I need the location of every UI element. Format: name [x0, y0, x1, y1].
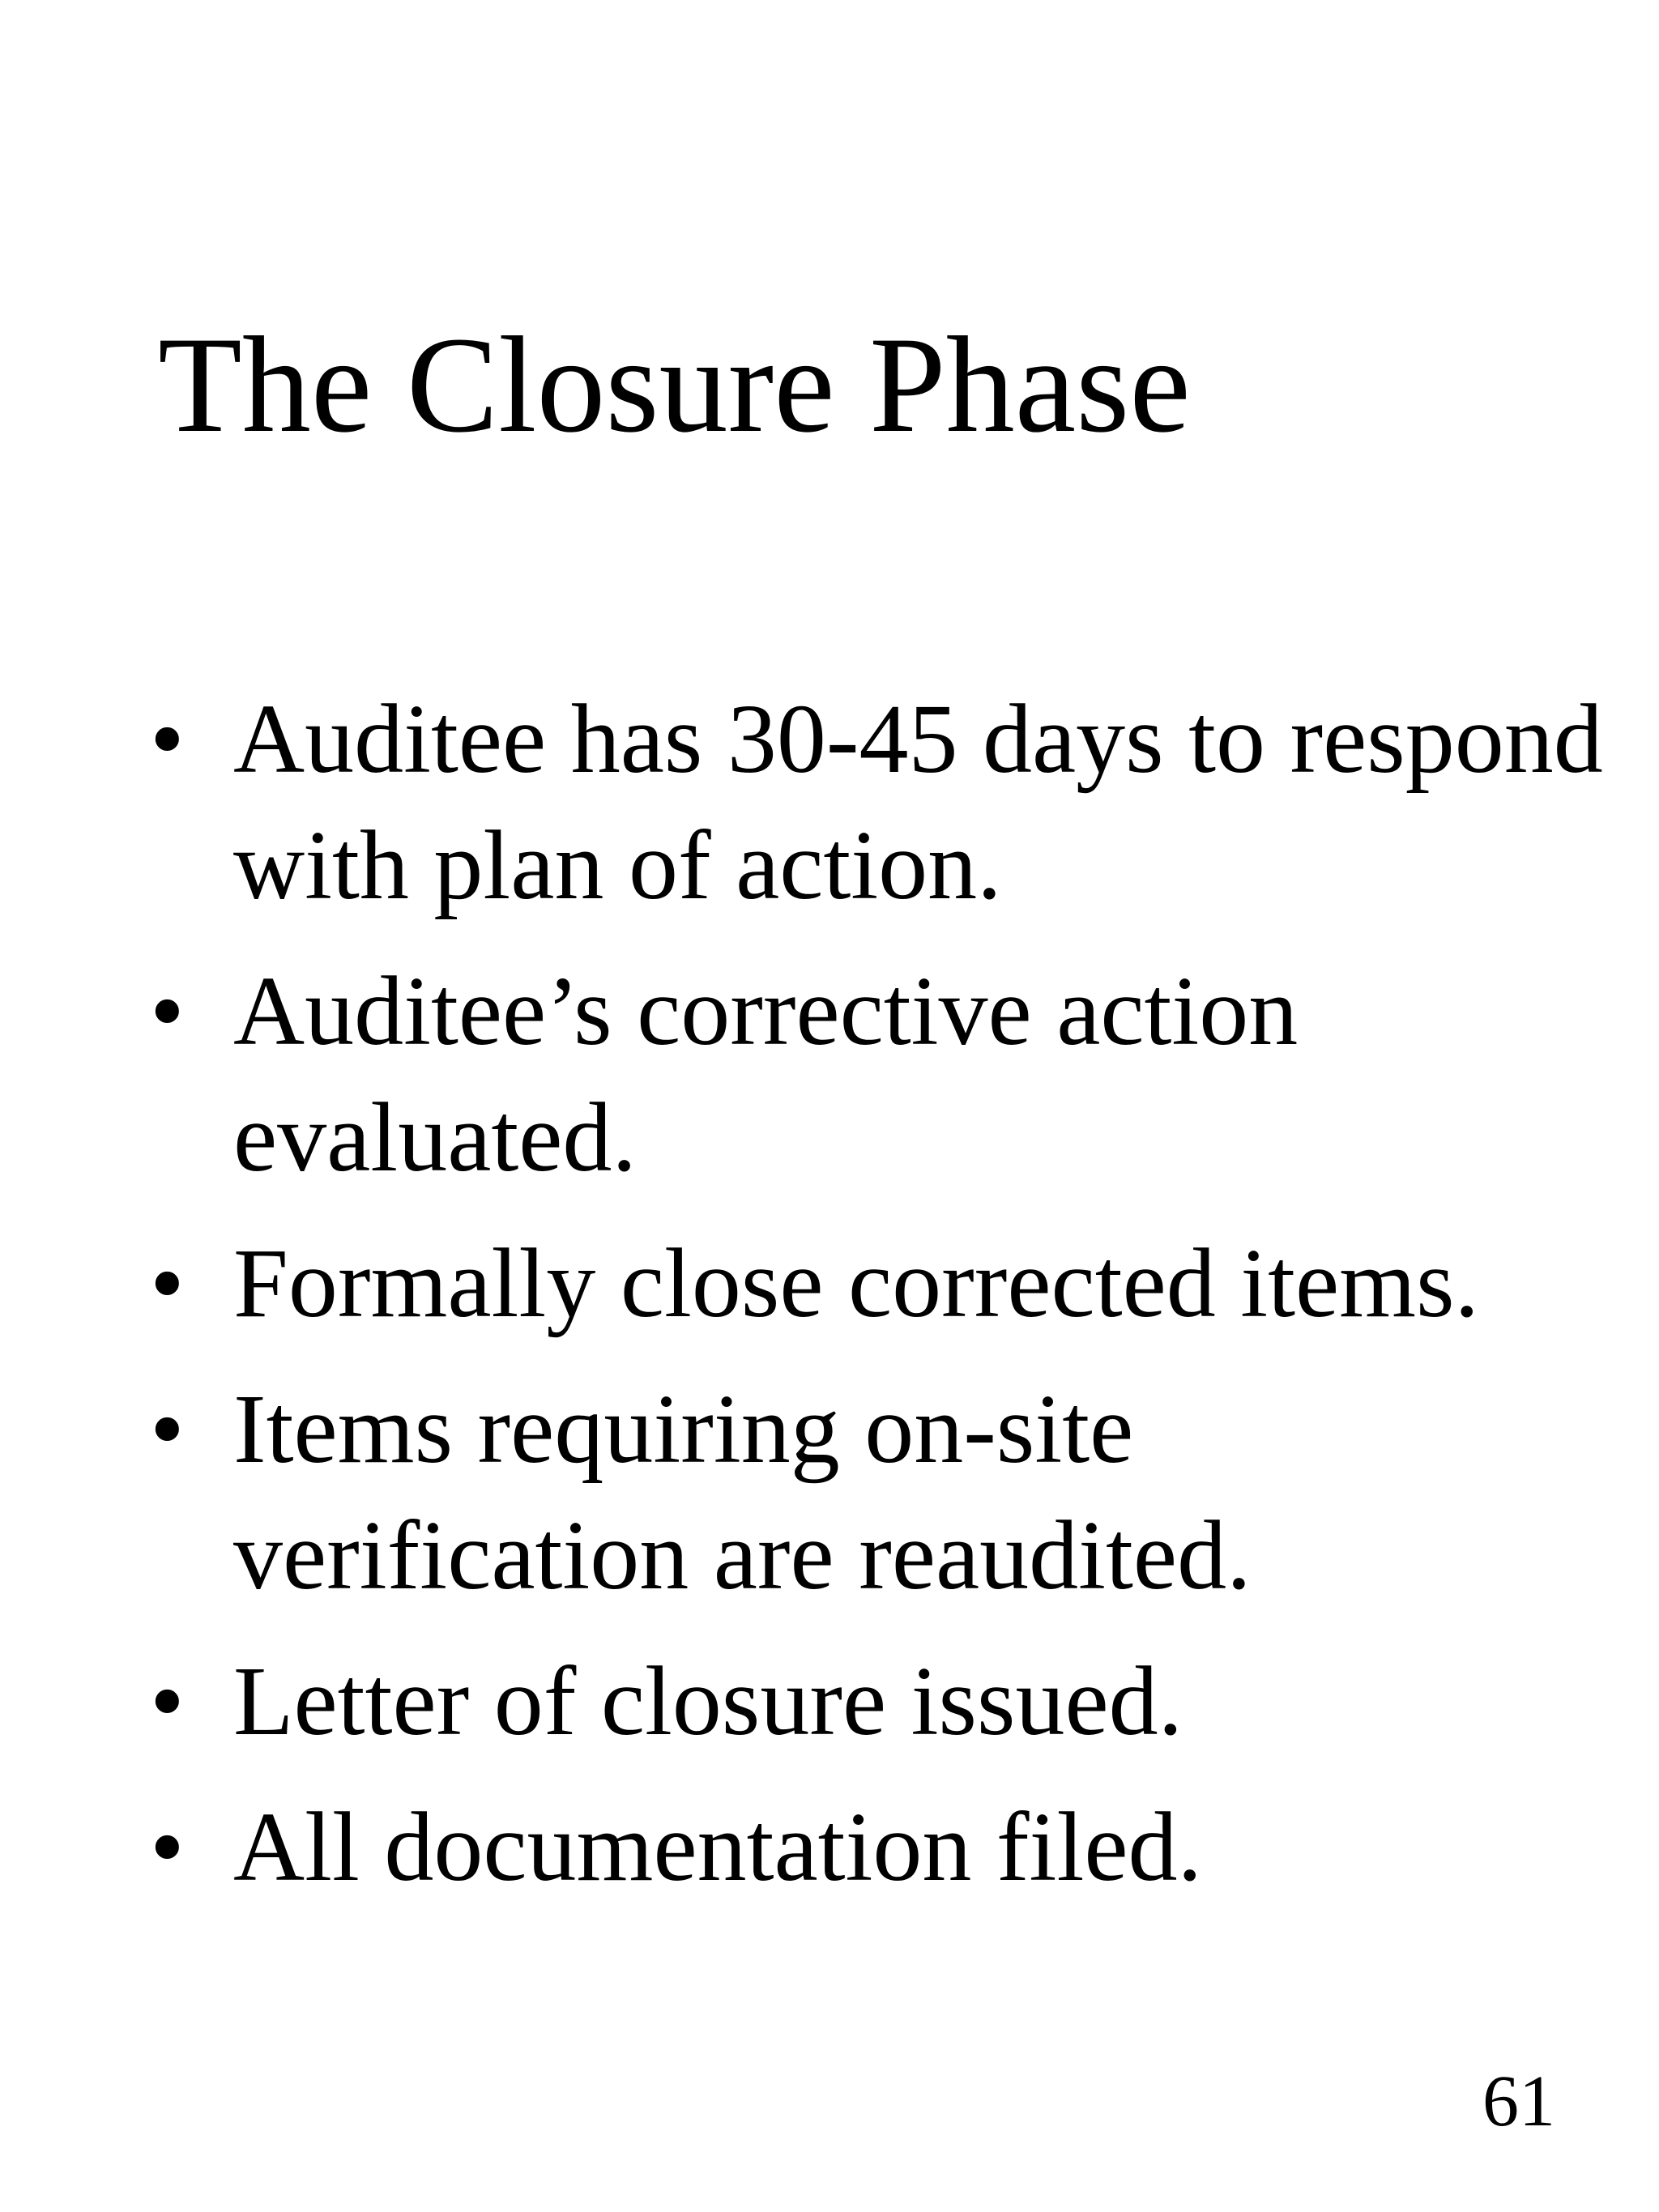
- list-item: [150, 676, 1608, 929]
- bullet-icon: •: [150, 1229, 185, 1338]
- list-item: [150, 1784, 1608, 1911]
- list-item: [150, 1221, 1608, 1347]
- bullet-icon: •: [150, 684, 185, 794]
- bullet-icon: •: [150, 1647, 185, 1756]
- list-item: [150, 1639, 1608, 1765]
- bullet-icon: •: [150, 957, 185, 1066]
- bullet-text: Formally close corrected items.: [233, 1229, 1480, 1338]
- slide-title: The Closure Phase: [158, 309, 1191, 461]
- bullet-text: All documentation filed.: [233, 1792, 1202, 1902]
- list-item: [150, 1366, 1608, 1619]
- bullet-text: Auditee has 30-45 days to respond with plan of action.: [233, 684, 1603, 920]
- bullet-text: Items requiring on-site verification are reaudited.: [233, 1375, 1252, 1610]
- bullet-list: [150, 676, 1608, 1930]
- page-number: 61: [1482, 2061, 1555, 2142]
- bullet-icon: •: [150, 1792, 185, 1902]
- bullet-text: Auditee’s corrective action evaluated.: [233, 957, 1299, 1192]
- list-item: [150, 948, 1608, 1201]
- bullet-text: Letter of closure issued.: [233, 1647, 1183, 1756]
- bullet-icon: •: [150, 1375, 185, 1484]
